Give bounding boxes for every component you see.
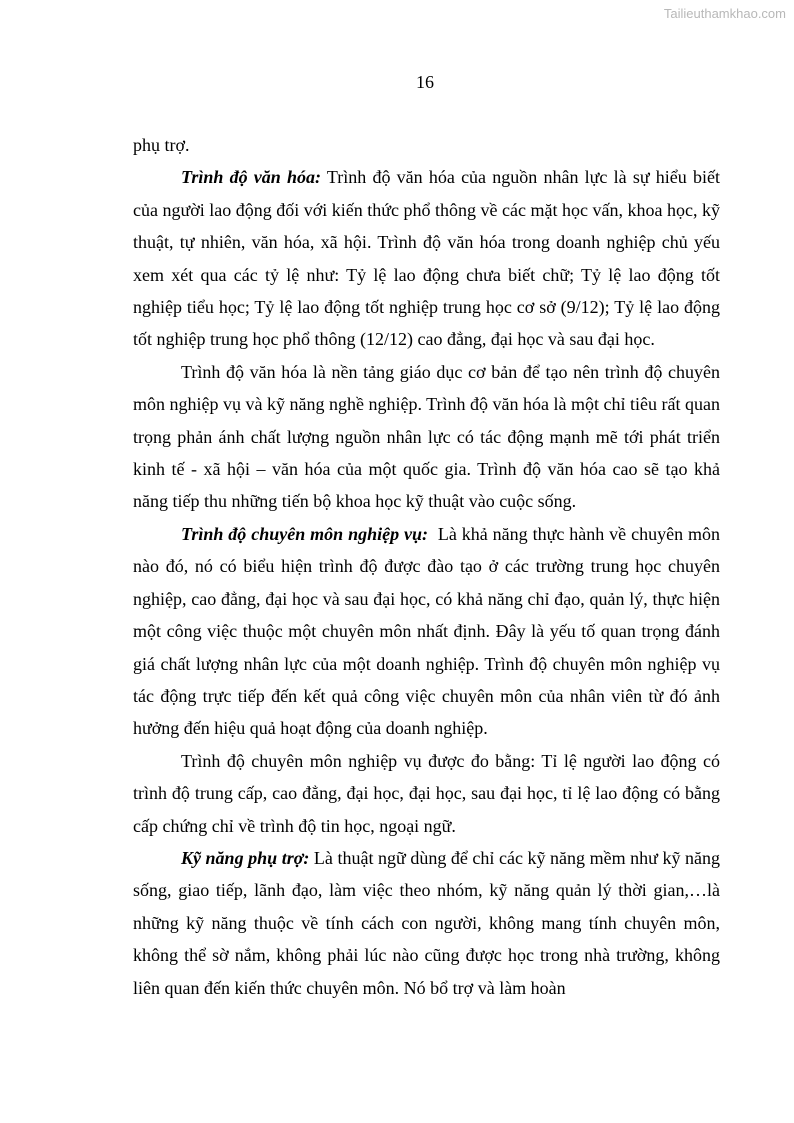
paragraph-term: Trình độ văn hóa: <box>181 167 321 188</box>
paragraph-chuyen-mon-nghiep-vu <box>133 518 725 745</box>
paragraph-ky-nang-phu-tro <box>133 842 720 1004</box>
paragraph-term: Trình độ chuyên môn nghiệp vụ: <box>181 523 428 544</box>
paragraph-text: Trình độ văn hóa là nền tảng giáo dục cơ bản để tạo nên trình độ chuyên môn nghiệp vụ và kỹ năng nghề nghiệp. Trình độ văn hóa là một chỉ tiêu rất quan trọng phản ánh chất lượng nguồn nhân lực có tác động mạnh mẽ tới phát triển kinh tế - xã hội – văn hóa của một quốc gia. Trình độ văn hóa cao sẽ tạo khả năng tiếp thu những tiến bộ khoa học kỹ thuật vào cuộc sống. <box>133 361 720 512</box>
paragraph-continuation <box>133 129 720 161</box>
paragraph-do-luong-chuyen-mon <box>133 745 720 842</box>
watermark: Tailieuthamkhao.com <box>663 6 786 21</box>
page-number: 16 <box>416 72 434 92</box>
paragraph-text: Là thuật ngữ dùng để chỉ các kỹ năng mềm như kỹ năng sống, giao tiếp, lãnh đạo, làm việc theo nhóm, kỹ năng quản lý thời gian,…là những kỹ năng thuộc về tính cách con người, không mang tính chuyên môn, không thể sờ nắm, không phải lúc nào cũng được học trong nhà trường, không liên quan đến kiến thức chuyên môn. Nó bổ trợ và làm hoàn <box>133 847 721 998</box>
paragraph-trinh-do-van-hoa <box>133 161 720 355</box>
paragraph-text: phụ trợ. <box>133 135 190 155</box>
paragraph-text: Trình độ văn hóa của nguồn nhân lực là sự hiểu biết của người lao động đối với kiến thức phổ thông về các mặt học vấn, khoa học, kỹ thuật, tự nhiên, văn hóa, xã hội. Trình độ văn hóa trong doanh nghiệp chủ yếu xem xét qua các tỷ lệ như: Tỷ lệ lao động chưa biết chữ; Tỷ lệ lao động tốt nghiệp tiểu học; Tỷ lệ lao động tốt nghiệp trung học cơ sở (9/12); Tỷ lệ lao động tốt nghiệp trung học phổ thông (12/12) cao đẳng, đại học và sau đại học. <box>133 167 720 350</box>
paragraph-term: Kỹ năng phụ trợ: <box>181 847 310 868</box>
paragraph-text: Trình độ chuyên môn nghiệp vụ được đo bằng: Tỉ lệ người lao động có trình độ trung cấp, cao đẳng, đại học, đại học, sau đại học, tỉ lệ lao động có bằng cấp chứng chỉ về trình độ tin học, ngoại ngữ. <box>133 750 720 836</box>
paragraph-van-hoa-nen-tang <box>133 356 720 518</box>
document-body <box>133 129 725 1004</box>
paragraph-text: Là khả năng thực hành về chuyên môn nào đó, nó có biểu hiện trình độ được đào tạo ở các trường trung học chuyên nghiệp, cao đẳng, đại học và sau đại học, có khả năng chỉ đạo, quản lý, thực hiện một công việc thuộc một chuyên môn nhất định. Đây là yếu tố quan trọng đánh giá chất lượng nhân lực của một doanh nghiệp. Trình độ chuyên môn nghiệp vụ tác động trực tiếp đến kết quả công việc chuyên môn của nhân viên từ đó ảnh hưởng đến hiệu quả hoạt động của doanh nghiệp. <box>133 523 725 739</box>
